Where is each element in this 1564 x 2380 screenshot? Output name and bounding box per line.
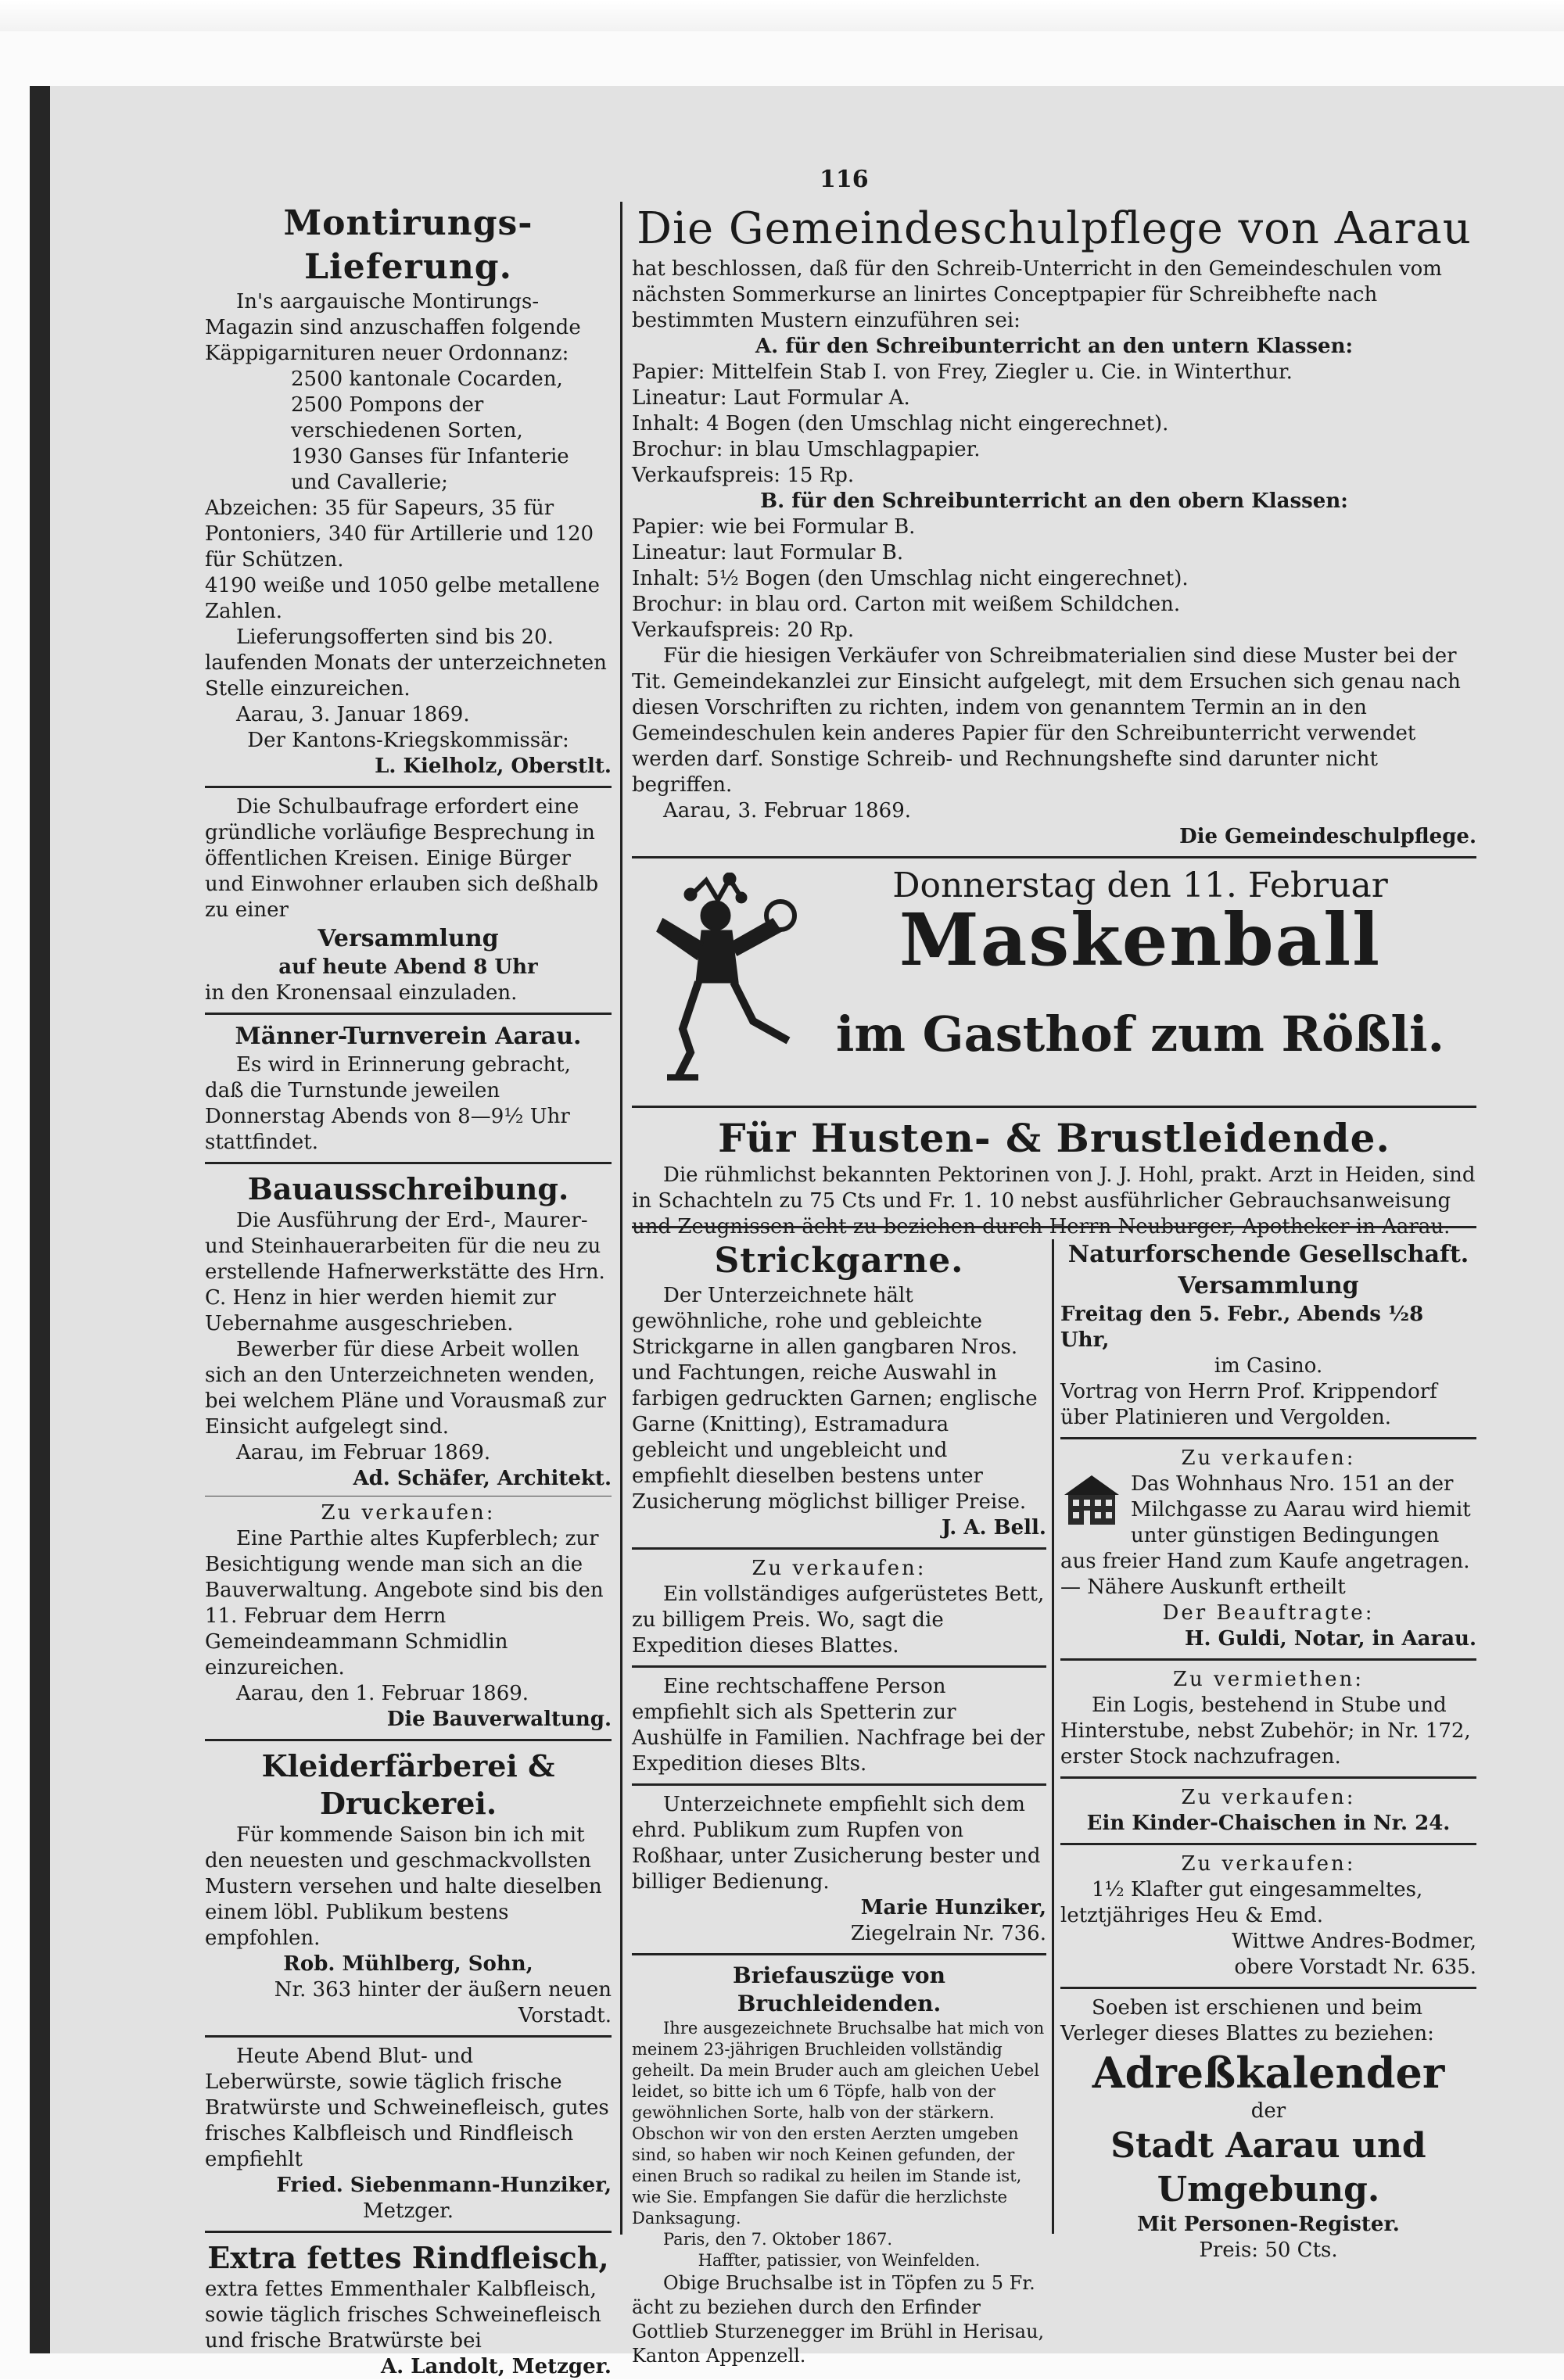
scan-top-edge (0, 0, 1564, 31)
ad-heading: Zu verkaufen: (1181, 1786, 1356, 1809)
ad-signature: Wittwe Andres-Bodmer, (1232, 1930, 1476, 1953)
ad-husten (632, 1114, 1476, 1240)
ad-adresskalender (1060, 1995, 1476, 2264)
ad-subheading: Stadt Aarau und Umgebung. (1110, 2126, 1426, 2210)
ad-chaise (1060, 1785, 1476, 1837)
ad-role: Metzger. (362, 2199, 454, 2223)
ad-title: Maskenball (899, 898, 1382, 982)
ad-kupferblech (205, 1500, 612, 1733)
ad-rindfleisch (205, 2239, 612, 2380)
ad-heading: A. für den Schreibunterricht an den untern Klassen: (755, 335, 1354, 358)
divider (205, 1013, 612, 1015)
ad-title: Naturforschende Gesellschaft. (1067, 1241, 1469, 1268)
ad-wohnhaus (1060, 1446, 1476, 1652)
ad-bruchleidende (632, 1962, 1046, 2368)
ad-date: Paris, den 7. Oktober 1867. (663, 2230, 893, 2249)
ad-title: Adreßkalender (1092, 2048, 1445, 2098)
ad-signature: A. Landolt, Metzger. (380, 2355, 612, 2378)
ad-text: Unterzeichnete empfiehlt sich dem ehrd. Publikum zum Rupfen von Roßhaar, unter Zusicherung bester und billiger Bedienung. (632, 1793, 1041, 1894)
ad-text: hat beschlossen, daß für den Schreib-Unterricht in den Gemeindeschulen vom nächsten Sommerkurse an linirtes Conceptpapier für Schreibhefte nach bestimmten Mustern einzuführen sei: (632, 257, 1442, 332)
divider (632, 1226, 1476, 1228)
ad-rosshaar (632, 1792, 1046, 1947)
ad-title: Montirungs-Lieferung. (283, 203, 533, 287)
column-rule-1 (620, 202, 622, 2235)
ad-heading: Zu verkaufen: (752, 1557, 927, 1580)
ad-bett (632, 1556, 1046, 1659)
ad-signature: Die Bauverwaltung. (386, 1708, 612, 1731)
ad-text: Ein vollständiges aufgerüstetes Bett, zu billigem Preis. Wo, sagt die Expedition dieses Blattes. (632, 1582, 1045, 1658)
ad-heading: Zu verkaufen: (1181, 1446, 1356, 1470)
ad-text: Die rühmlichst bekannten Pektorinen von J. J. Hohl, prakt. Arzt in Heiden, sind in Schachteln zu 75 Cts und Fr. 1. 10 nebst ausführlicher Gebrauchsanweisung und Zeugnissen ächt zu beziehen durch Herrn Neuburger, Apotheker in Aarau. (632, 1163, 1476, 1238)
ad-signature: H. Guldi, Notar, in Aarau. (1184, 1627, 1476, 1651)
ad-text: Für die hiesigen Verkäufer von Schreibmaterialien sind diese Muster bei der Tit. Gemeindekanzlei zur Einsicht aufgelegt, mit dem Ersuchen sich genau nach diesen Vorschriften zu richten, indem von genanntem Termin an in den Gemeindeschulen kein anderes Papier für den Schreibunterricht verwendet werden darf. Sonstige Schreib- und Rechnungshefte sind darunter nicht begriffen. (632, 644, 1461, 797)
ad-subheading: im Gasthof zum Rößli. (835, 1005, 1445, 1063)
ad-spetterin (632, 1674, 1046, 1777)
ad-blutwurst (205, 2044, 612, 2224)
ad-signature: Haffter, patissier, von Weinfelden. (698, 2251, 981, 2270)
ad-bauausschreibung (205, 1170, 612, 1492)
divider (632, 1953, 1046, 1955)
column-2 (632, 202, 1476, 1240)
ad-signature: Ad. Schäfer, Architekt. (353, 1467, 612, 1490)
ad-text: Abzeichen: 35 für Sapeurs, 35 für Pontoniers, 340 für Artillerie und 120 für Schützen. (205, 496, 594, 572)
column-4 (1060, 1239, 1476, 2264)
ad-title: Die Gemeindeschulpflege von Aarau (637, 203, 1472, 254)
column-3 (632, 1239, 1046, 2368)
ad-text: 4190 weiße und 1050 gelbe metallene Zahlen. (205, 574, 601, 623)
ad-signature: Fried. Siebenmann-Hunziker, (276, 2174, 612, 2197)
ad-item: Inhalt: 4 Bogen (den Umschlag nicht eingerechnet). (632, 412, 1169, 435)
ad-date: Aarau, 3. Februar 1869. (663, 799, 912, 823)
ad-schulbau (205, 794, 612, 1006)
ad-kleiderfaerberei (205, 1747, 612, 2029)
ad-heu (1060, 1851, 1476, 1980)
ad-title: Bauausschreibung. (247, 1171, 569, 1206)
ad-signature: Marie Hunziker, (860, 1896, 1046, 1919)
ad-item: Lineatur: laut Formular B. (632, 541, 904, 565)
ad-title: Kleiderfärberei & Druckerei. (261, 1748, 555, 1821)
ad-address: Ziegelrain Nr. 736. (850, 1922, 1046, 1945)
ad-role: Der Beauftragte: (1162, 1601, 1375, 1625)
ad-text: Ihre ausgezeichnete Bruchsalbe hat mich von meinem 23-jährigen Bruchleiden vollständig geheilt. Da mein Bruder auch am gleichen Uebel leidet, so bitte ich um 6 Töpfe, halb von der gewöhnlichen Sorte, halb von der stärkern. Obschon wir von den ersten Aerzten umgeben sind, so haben wir noch Keinen gefunden, der einen Bruch so radikal zu heilen im Stande ist, wie Sie. Empfangen Sie dafür die herzlichste Danksagung. (632, 2019, 1045, 2228)
ad-text: der (1250, 2099, 1286, 2123)
divider (1060, 1658, 1476, 1661)
divider (205, 786, 612, 788)
ad-address: obere Vorstadt Nr. 635. (1234, 1955, 1476, 1979)
divider (632, 1783, 1046, 1786)
ad-subheading: Donnerstag den 11. Februar (892, 866, 1388, 905)
ad-text: extra fettes Emmenthaler Kalbfleisch, sowie täglich frisches Schweinefleisch und frische Bratwürste bei (205, 2278, 601, 2353)
ad-text: Die Ausführung der Erd-, Maurer- und Steinhauerarbeiten für die neu zu erstellende Hafnerwerkstätte des Hrn. C. Henz in hier werden hiemit zur Uebernahme ausgeschrieben. (205, 1209, 605, 1335)
ad-text: Die Schulbaufrage erfordert eine gründliche vorläufige Besprechung in öffentlichen Kreisen. Einige Bürger und Einwohner erlauben sich deßhalb zu einer (205, 795, 599, 922)
divider (205, 1739, 612, 1741)
ad-date: Aarau, im Februar 1869. (236, 1441, 491, 1464)
ad-text: Eine rechtschaffene Person empfiehlt sich als Spetterin zur Aushülfe in Familien. Nachfrage bei der Expedition dieses Blts. (632, 1675, 1045, 1776)
ad-item: Brochur: in blau ord. Carton mit weißem Schildchen. (632, 593, 1181, 616)
ad-text: Für kommende Saison bin ich mit den neuesten und geschmackvollsten Mustern versehen und halte dieselben einem löbl. Publikum bestens empfohlen. (205, 1823, 602, 1950)
ad-title: Extra fettes Rindfleisch, (207, 2240, 609, 2275)
ad-text: 1½ Klafter gut eingesammeltes, letztjähriges Heu & Emd. (1060, 1878, 1423, 1927)
ad-heading: Zu verkaufen: (1181, 1852, 1356, 1876)
ad-text: Es wird in Erinnerung gebracht, daß die Turnstunde jeweilen Donnerstag Abends von 8—9½ Uhr stattfindet. (205, 1053, 571, 1154)
column-rule-2 (1052, 1239, 1054, 2234)
ad-text: Der Unterzeichnete hält gewöhnliche, rohe und gebleichte Strickgarne in allen gangbaren Nros. und Fachtungen, reiche Auswahl in farbigen gedruckten Garnen; englische Garne (Knitting), Estramadura gebleicht und ungebleicht und empfiehlt dieselben bestens unter Zusicherung möglichst billiger Preise. (632, 1284, 1038, 1514)
ad-item: 2500 Pompons der verschiedenen Sorten, (291, 393, 523, 443)
ad-montirung (205, 202, 612, 780)
ad-item: Inhalt: 5½ Bogen (den Umschlag nicht eingerechnet). (632, 567, 1189, 590)
ad-date: Aarau, 3. Januar 1869. (236, 703, 470, 726)
ad-signature: J. A. Bell. (942, 1516, 1046, 1539)
ad-signature: L. Kielholz, Oberstlt. (375, 755, 612, 778)
jester-illustration (644, 873, 800, 1091)
ad-text: Das Wohnhaus Nro. 151 an der Milchgasse zu Aarau wird hiemit unter günstigen Bedingungen aus freier Hand zum Kaufe angetragen. — Nähere Auskunft ertheilt (1060, 1472, 1471, 1599)
ad-text: Mit Personen-Register. (1137, 2213, 1400, 2236)
ad-text: Eine Parthie altes Kupferblech; zur Besichtigung wende man sich an die Bauverwaltung. Angebote sind bis den 11. Februar dem Herrn Gemeindeammann Schmidlin einzureichen. (205, 1527, 604, 1679)
ad-text: in den Kronensaal einzuladen. (205, 981, 518, 1005)
ad-gemeindeschulpflege (632, 202, 1476, 850)
ad-address: Nr. 363 hinter der äußern neuen Vorstadt. (274, 1978, 612, 2027)
ad-naturforschende (1060, 1239, 1476, 1431)
divider (1060, 1987, 1476, 1989)
ad-text: Heute Abend Blut- und Leberwürste, sowie täglich frische Bratwürste und Schweinefleisch, gutes frisches Kalbfleisch und Rindfleisch empfiehlt (205, 2045, 609, 2171)
divider (632, 1547, 1046, 1550)
ad-text: Lieferungsofferten sind bis 20. laufenden Monats der unterzeichneten Stelle einzureichen. (205, 625, 607, 701)
ad-text: Vortrag von Herrn Prof. Krippendorf über Platinieren und Vergolden. (1060, 1380, 1437, 1429)
ad-text: Ein Logis, bestehend in Stube und Hinterstube, nebst Zubehör; in Nr. 172, erster Stock nachzufragen. (1060, 1694, 1471, 1769)
ad-price: Preis: 50 Cts. (1199, 2238, 1338, 2262)
ad-item: Verkaufspreis: 20 Rp. (632, 618, 855, 642)
ad-text: Obige Bruchsalbe ist in Töpfen zu 5 Fr. ächt zu beziehen durch den Erfinder Gottlieb Sturzenegger im Brühl in Herisau, Kanton Appenzell. (632, 2272, 1045, 2367)
ad-heading: Versammlung (317, 925, 499, 952)
ad-item: Verkaufspreis: 15 Rp. (632, 464, 855, 487)
column-1 (205, 202, 612, 2380)
ad-item: Papier: wie bei Formular B. (632, 515, 916, 539)
divider (632, 856, 1476, 858)
ad-logis (1060, 1667, 1476, 1770)
ad-item: Brochur: in blau Umschlagpapier. (632, 438, 981, 461)
ad-strickgarne (632, 1239, 1046, 1541)
ad-signature: Rob. Mühlberg, Sohn, (283, 1952, 533, 1976)
ad-text: Soeben ist erschienen und beim Verleger dieses Blattes zu beziehen: (1060, 1996, 1434, 2045)
ad-signature: Die Gemeindeschulpflege. (1179, 825, 1476, 848)
ad-date: Aarau, den 1. Februar 1869. (236, 1682, 529, 1705)
divider (205, 2231, 612, 2233)
ad-text: Bewerber für diese Arbeit wollen sich an den Unterzeichneten wenden, bei welchem Pläne und Vorausmaß zur Einsicht aufgelegt sind. (205, 1338, 607, 1439)
ad-text: In's aargauische Montirungs-Magazin sind anzuschaffen folgende Käppigarnituren neuer Ordonnanz: (205, 290, 581, 365)
ad-item: Lineatur: Laut Formular A. (632, 386, 910, 410)
ad-item: 2500 kantonale Cocarden, (291, 367, 563, 391)
house-icon (1060, 1471, 1123, 1526)
ad-turnverein (205, 1021, 612, 1156)
ad-title: Männer-Turnverein Aarau. (235, 1023, 582, 1050)
divider (205, 2035, 612, 2038)
divider (1060, 1843, 1476, 1845)
page-number: 116 (820, 166, 869, 193)
ad-item: 1930 Ganses für Infanterie und Cavallerie; (291, 445, 569, 494)
ad-heading: Zu verkaufen: (321, 1501, 496, 1525)
divider (205, 1162, 612, 1164)
ad-heading: Zu vermiethen: (1172, 1668, 1365, 1691)
ad-text: Ein Kinder-Chaischen in Nr. 24. (1086, 1812, 1451, 1835)
divider (1060, 1437, 1476, 1439)
ad-maskenball (632, 865, 1476, 1099)
ad-title: Für Husten- & Brustleidende. (718, 1115, 1390, 1161)
divider (632, 1106, 1476, 1108)
ad-title: Strickgarne. (714, 1241, 964, 1281)
ad-heading: Versammlung (1178, 1272, 1359, 1299)
ad-heading: B. für den Schreibunterricht an den obern Klassen: (760, 489, 1348, 513)
ad-title: Briefauszüge von Bruchleidenden. (733, 1962, 945, 2016)
ad-role: Der Kantons-Kriegskommissär: (247, 729, 569, 752)
ad-text: im Casino. (1214, 1354, 1323, 1378)
divider (1060, 1776, 1476, 1779)
divider (632, 1665, 1046, 1668)
ad-date: Freitag den 5. Febr., Abends ½8 Uhr, (1060, 1303, 1424, 1352)
ad-item: Papier: Mittelfein Stab I. von Frey, Ziegler u. Cie. in Winterthur. (632, 360, 1293, 384)
ad-text: auf heute Abend 8 Uhr (278, 955, 538, 979)
